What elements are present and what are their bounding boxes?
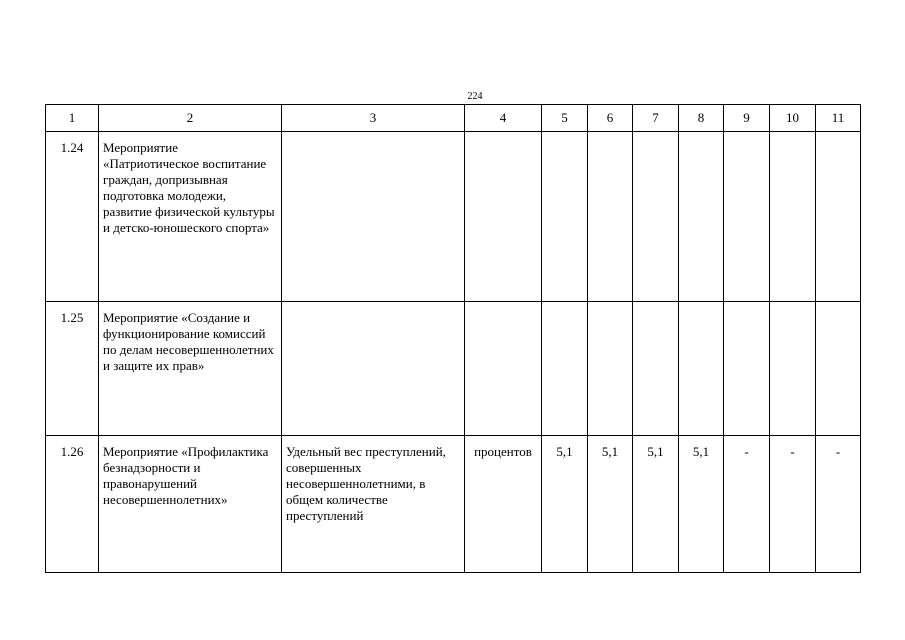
column-header: 11: [816, 105, 861, 132]
value-cell: -: [724, 436, 770, 573]
value-cell: 5,1: [679, 436, 724, 573]
value-cell: [542, 302, 588, 436]
value-cell: [816, 302, 861, 436]
column-header: 3: [282, 105, 465, 132]
column-header: 10: [770, 105, 816, 132]
row-number: 1.26: [46, 436, 99, 573]
value-cell: [633, 302, 679, 436]
column-header: 4: [465, 105, 542, 132]
value-cell: 5,1: [633, 436, 679, 573]
value-cell: [588, 132, 633, 302]
table-row: [46, 436, 861, 573]
table-header-row: [46, 105, 861, 132]
column-header: 8: [679, 105, 724, 132]
column-header: 6: [588, 105, 633, 132]
value-cell: [816, 132, 861, 302]
column-header: 5: [542, 105, 588, 132]
unit-cell: процентов: [465, 436, 542, 573]
measures-table: [45, 104, 861, 573]
value-cell: 5,1: [542, 436, 588, 573]
column-header: 2: [99, 105, 282, 132]
measure-name: Мероприятие «Патриотическое воспитание граждан, допризывная подготовка молодежи, развитие физической культуры и детско-юношеского спорта»: [99, 132, 282, 302]
unit-cell: [465, 302, 542, 436]
column-header: 9: [724, 105, 770, 132]
value-cell: -: [770, 436, 816, 573]
indicator-name: [282, 302, 465, 436]
table-row: [46, 302, 861, 436]
value-cell: 5,1: [588, 436, 633, 573]
column-header: 1: [46, 105, 99, 132]
value-cell: -: [816, 436, 861, 573]
value-cell: [542, 132, 588, 302]
indicator-name: [282, 132, 465, 302]
page-number: 224: [467, 91, 483, 102]
column-header: 7: [633, 105, 679, 132]
value-cell: [679, 132, 724, 302]
unit-cell: [465, 132, 542, 302]
value-cell: [633, 132, 679, 302]
measure-name: Мероприятие «Создание и функционирование комиссий по делам несовершеннолетних и защите их прав»: [99, 302, 282, 436]
value-cell: [770, 132, 816, 302]
value-cell: [724, 132, 770, 302]
indicator-name: Удельный вес преступлений, совершенных несовершеннолетними, в общем количестве преступлений: [282, 436, 465, 573]
row-number: 1.25: [46, 302, 99, 436]
value-cell: [588, 302, 633, 436]
value-cell: [724, 302, 770, 436]
value-cell: [770, 302, 816, 436]
value-cell: [679, 302, 724, 436]
table-row: [46, 132, 861, 302]
row-number: 1.24: [46, 132, 99, 302]
measure-name: Мероприятие «Профилактика безнадзорности и правонарушений несовершеннолетних»: [99, 436, 282, 573]
